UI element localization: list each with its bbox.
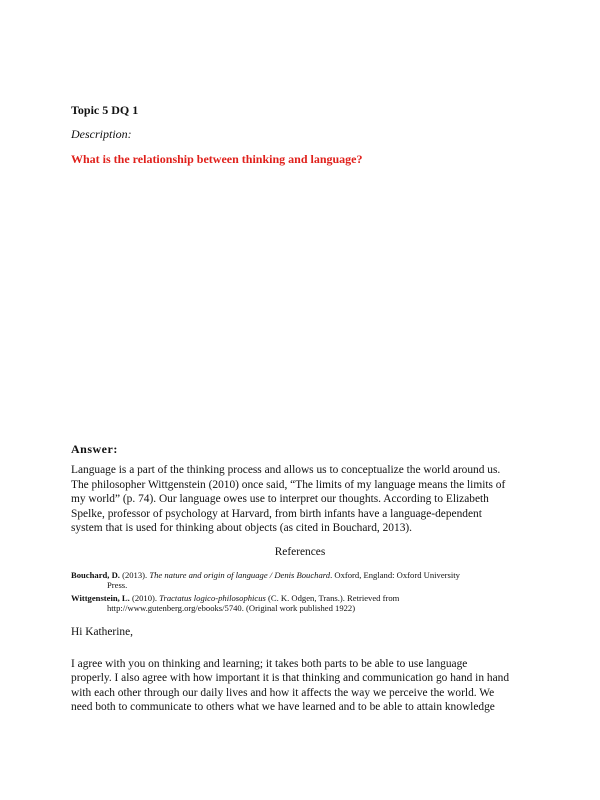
answer-paragraph (71, 463, 531, 536)
reference-item (71, 570, 531, 591)
reference-details: . Oxford, England: Oxford University (330, 570, 460, 580)
reference-item (71, 593, 531, 614)
reference-continuation: Press. (107, 580, 128, 591)
reply-line: properly. I also agree with how important it is that thinking and communication go hand in hand (71, 672, 510, 685)
reference-year: (2010). (129, 592, 160, 603)
answer-line: system that is used for thinking about objects (as cited in Bouchard, 2013). (71, 522, 413, 535)
answer-line: my world” (p. 74). Our language owes use to interpret our thoughts. According to Elizabeth (71, 493, 489, 506)
references-heading: References (274, 546, 326, 558)
reply-line: I agree with you on thinking and learning; it takes both parts to be able to use language (71, 658, 468, 670)
discussion-question: What is the relationship between thinking and language? (71, 152, 363, 166)
reference-author: Wittgenstein, L. (71, 592, 130, 603)
reference-url-link[interactable]: http://www.gutenberg.org/ebooks/5740. (Original work published 1922) (107, 603, 356, 614)
reply-greeting: Hi Katherine, (71, 626, 133, 638)
reply-paragraph (71, 657, 541, 715)
reference-details: (C. K. Odgen, Trans.). Retrieved from (265, 592, 400, 603)
reference-title: Tractatus logico-philosophicus (159, 592, 266, 603)
answer-line: Spelke, professor of psychology at Harvard, from birth infants have a language-dependent (71, 507, 482, 520)
answer-line: The philosopher Wittgenstein (2010) once said, “The limits of my language means the limits of (71, 478, 506, 491)
reference-author: Bouchard, D. (71, 570, 120, 580)
doc-title: Topic 5 DQ 1 (71, 103, 139, 117)
reply-line: with each other through our daily lives and how it affects the way we perceive the world. We (71, 686, 495, 699)
description-label: Description: (71, 127, 132, 141)
answer-line: Language is a part of the thinking process and allows us to conceptualize the world around us. (71, 464, 501, 476)
reference-year: (2013). (119, 570, 150, 580)
answer-heading: Answer: (71, 442, 118, 456)
reference-title: The nature and origin of language / Denis Bouchard (149, 570, 331, 580)
references-list (71, 570, 531, 616)
reply-line: need both to communicate to others what we have learned and to be able to attain knowledge (71, 701, 495, 714)
